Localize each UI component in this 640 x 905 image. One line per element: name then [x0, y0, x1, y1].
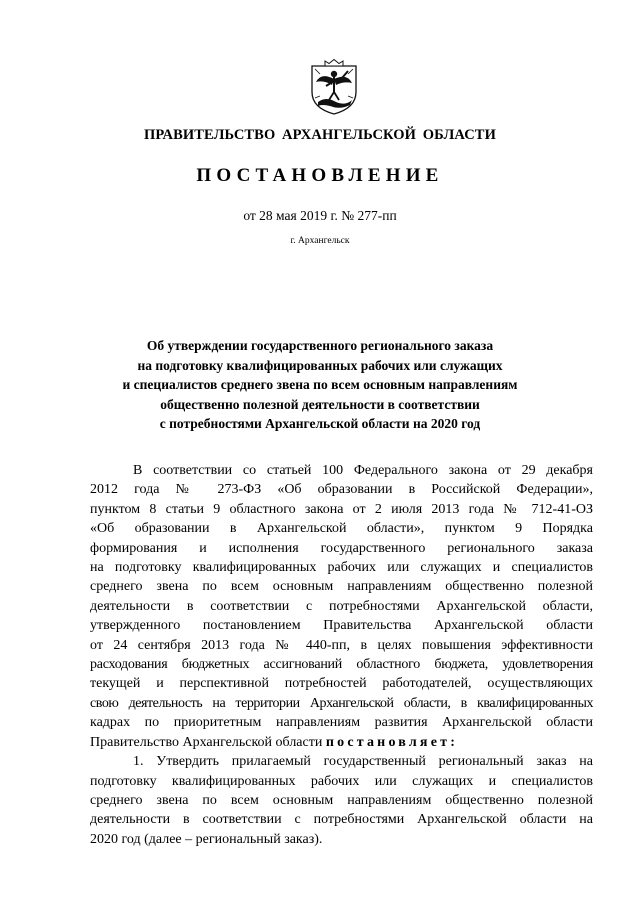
preamble-line: среднего звена по всем основным направлениям общественно полезной	[90, 579, 593, 595]
preamble-final-prefix: Правительство Архангельской области	[90, 734, 326, 750]
government-title: ПРАВИТЕЛЬСТВО АРХАНГЕЛЬСКОЙ ОБЛАСТИ	[144, 127, 496, 143]
preamble-line: расходования бюджетных ассигнований областного бюджета, удовлетворения	[90, 657, 593, 673]
resolution-colon: :	[450, 734, 455, 750]
subject-line: на подготовку квалифицированных рабочих или служащих	[137, 357, 503, 373]
subject-line: общественно полезной деятельности в соответствии	[160, 396, 480, 412]
subject-line: с потребностями Архангельской области на 2020 год	[159, 416, 481, 432]
document-subject	[90, 336, 550, 434]
item-line: среднего звена по всем основным направлениям общественно полезной	[90, 792, 593, 808]
preamble-line: В соответствии со статьей 100 Федерального закона от 29 декабря	[133, 463, 593, 478]
preamble-line: 2012 года № 273-ФЗ «Об образовании в Российской Федерации»,	[90, 482, 593, 498]
preamble-line: свою деятельность на территории Архангельской области, в квалифицированных	[90, 695, 593, 711]
item-line: деятельности в соответствии с потребностями Архангельской области на	[90, 812, 593, 828]
document-date-number: от 28 мая 2019 г. № 277-пп	[243, 208, 397, 223]
resolution-word: постановляет	[325, 734, 451, 750]
preamble-final-line	[90, 733, 593, 752]
preamble-line: пунктом 8 статьи 9 областного закона от 2 июля 2013 года № 712-41-ОЗ	[90, 501, 593, 517]
item-line: 2020 год (далее – региональный заказ).	[90, 831, 323, 847]
preamble-line: формирования и исполнения государственного регионального заказа	[90, 540, 593, 556]
preamble-line: на подготовку квалифицированных рабочих или служащих и специалистов	[90, 560, 593, 576]
preamble-line: кадрах по приоритетным направлениям развития Архангельской области	[90, 715, 593, 731]
document-city: г. Архангельск	[290, 236, 350, 246]
item-line: 1. Утвердить прилагаемый государственный региональный заказ на	[133, 754, 593, 770]
preamble-line: деятельности в соответствии с потребностями Архангельской области,	[90, 598, 593, 614]
document-type: ПОСТАНОВЛЕНИЕ	[196, 165, 444, 186]
coat-of-arms-icon	[306, 58, 362, 116]
subject-line: Об утверждении государственного регионального заказа	[146, 338, 494, 353]
item-line: подготовку квалифицированных рабочих или служащих и специалистов	[90, 773, 593, 789]
preamble-line: текущей и перспективной потребностей работодателей, осуществляющих	[90, 676, 593, 692]
document-body	[90, 461, 593, 849]
preamble-line: утвержденного постановлением Правительства Архангельской области	[90, 618, 593, 634]
preamble-line: «Об образовании в Архангельской области», пунктом 9 Порядка	[90, 521, 593, 537]
preamble-line: от 24 сентября 2013 года № 440-пп, в целях повышения эффективности	[90, 637, 593, 653]
subject-line: и специалистов среднего звена по всем основным направлениям	[122, 377, 518, 393]
